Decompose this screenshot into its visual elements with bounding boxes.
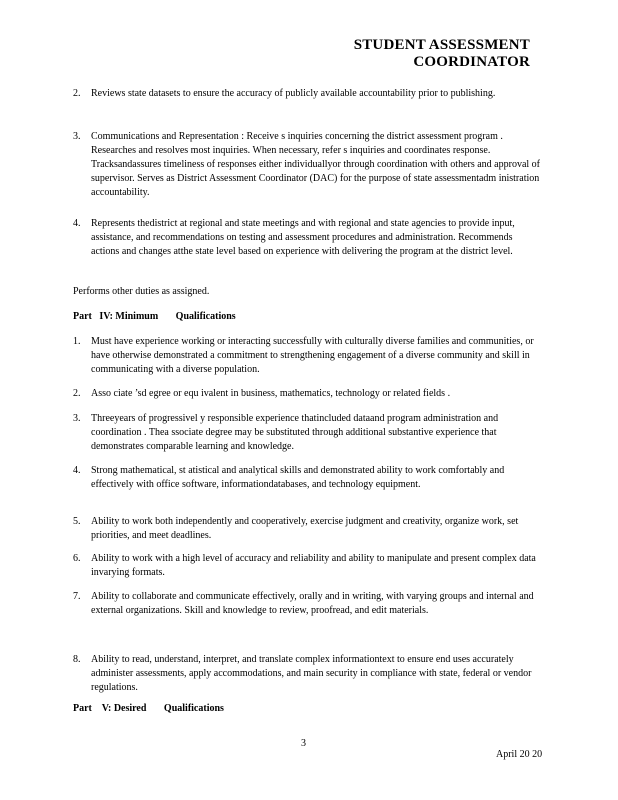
qualification-item (73, 552, 543, 580)
list-number: 4. (73, 465, 81, 476)
list-item (73, 130, 543, 200)
qualification-item (73, 387, 543, 401)
list-number: 3. (73, 413, 81, 424)
part-v-heading: Part V: Desired Qualifications (73, 703, 224, 714)
footer-date: April 20 20 (496, 749, 543, 760)
part-iv-heading: Part IV: Minimum Qualifications (73, 311, 236, 322)
list-text: Asso ciate ’sd egree or equ ivalent in business, mathematics, technology or related fields . (91, 388, 451, 399)
list-number: 1. (73, 336, 81, 347)
qualification-item (73, 464, 543, 492)
qualification-item (73, 590, 543, 618)
list-item (73, 217, 543, 259)
list-text: Ability to collaborate and communicate effectively, orally and in writing, with varying groups and internal and external organizations. Skill and knowledge to review, proofread, and edit materials. (91, 591, 534, 616)
list-number: 2. (73, 88, 81, 99)
qualification-item (73, 515, 543, 543)
list-text: Communications and Representation : Receive s inquiries concerning the district assessment program . Researches and resolves most inquiries. When necessary, refer s inquiries and coordinates response. Tracksandassures timeliness of responses either individuallyor through coordination with others and approval of supervisor. Serves as District Assessment Coordinator (DAC) for the purpose of state assessmentadm inistration accountability. (91, 131, 540, 198)
list-number: 7. (73, 591, 81, 602)
page-number: 3 (301, 738, 306, 749)
page-title (354, 37, 530, 71)
list-text: Ability to work with a high level of accuracy and reliability and ability to manipulate and present complex data invarying formats. (91, 553, 536, 578)
other-duties: Performs other duties as assigned. (73, 286, 210, 297)
title-line-2: COORDINATOR (413, 54, 530, 70)
list-text: Threeyears of progressivel y responsible experience thatincluded dataand program administration and coordination . Thea ssociate degree may be substituted through additional substantive experience that demonstrates comparable learning and knowledge. (91, 413, 499, 452)
list-number: 8. (73, 654, 81, 665)
list-number: 4. (73, 218, 81, 229)
list-text: Must have experience working or interacting successfully with culturally diverse families and communities, or have otherwise demonstrated a commitment to strengthening engagement of a diverse community and skill in communicating with a diverse population. (91, 336, 534, 375)
list-number: 5. (73, 516, 81, 527)
list-text: Represents thedistrict at regional and state meetings and with regional and state agencies to provide input, assistance, and recommendations on testing and assessment procedures and administration. Recommends actions and changes atthe state level based on experience with delivering the program at the district level. (91, 218, 515, 257)
list-number: 2. (73, 388, 81, 399)
qualification-item (73, 412, 543, 454)
list-number: 3. (73, 131, 81, 142)
list-text: Ability to work both independently and cooperatively, exercise judgment and creativity, organize work, set priorities, and meet deadlines. (91, 516, 519, 541)
list-text: Strong mathematical, st atistical and analytical skills and demonstrated ability to work comfortably and effectively with office software, informationdatabases, and technology equipment. (91, 465, 505, 490)
list-text: Reviews state datasets to ensure the accuracy of publicly available accountability prior to publishing. (91, 88, 496, 99)
list-item (73, 87, 543, 101)
list-text: Ability to read, understand, interpret, and translate complex informationtext to ensure end uses accurately administer assessments, apply accommodations, and main security in compliance with state, federal or vendor regulations. (91, 654, 532, 693)
title-line-1: STUDENT ASSESSMENT (353, 37, 530, 53)
qualification-item (73, 653, 543, 695)
list-number: 6. (73, 553, 81, 564)
qualification-item (73, 335, 543, 377)
